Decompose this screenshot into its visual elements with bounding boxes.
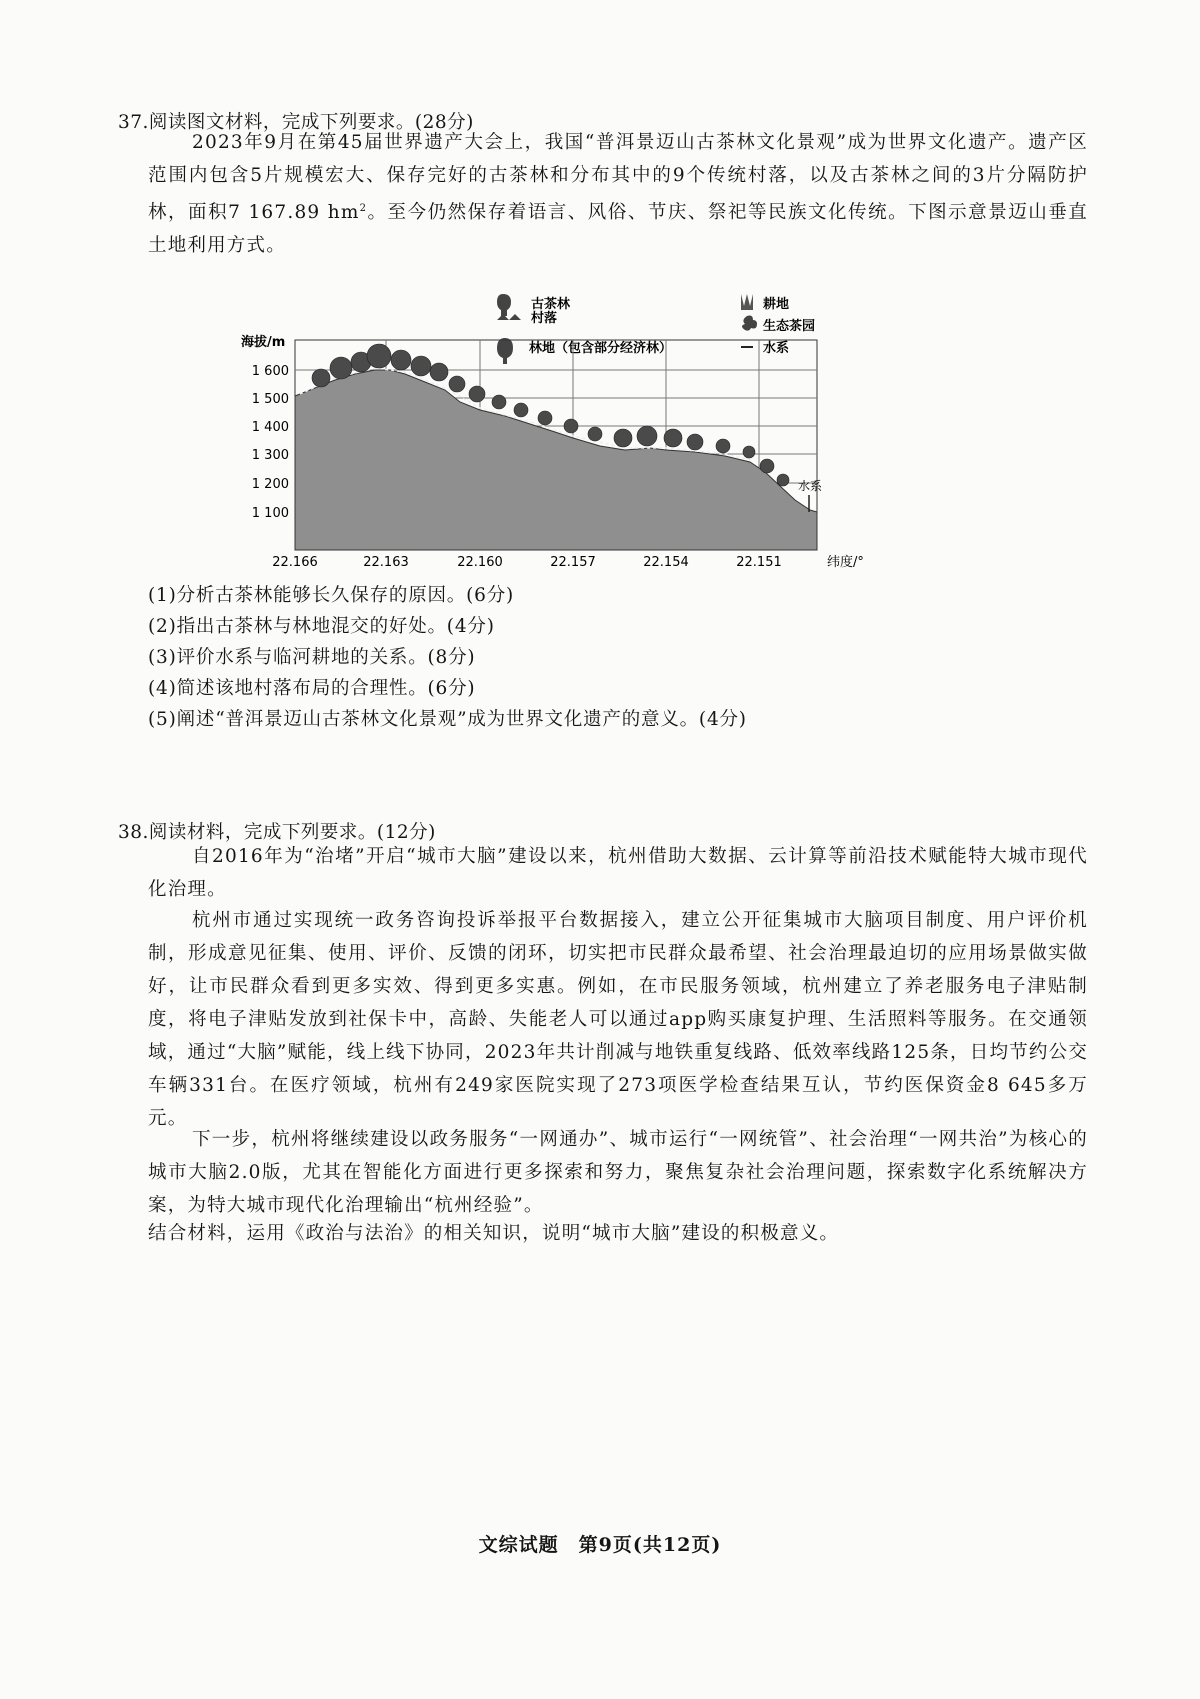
q37-sub-question: (3)评价水系与临河耕地的关系。(8分) [148, 647, 476, 668]
y-tick: 1 100 [251, 506, 289, 521]
q37-heading: 37.阅读图文材料，完成下列要求。(28分) [118, 112, 474, 133]
x-tick: 22.163 [363, 555, 409, 570]
legend-woodland [497, 338, 672, 364]
terrain-profile [295, 370, 817, 550]
svg-text:水系: 水系 [763, 341, 790, 356]
x-tick: 22.166 [272, 555, 318, 570]
y-tick: 1 400 [251, 420, 289, 435]
x-axis-title: 纬度/° [827, 555, 864, 570]
x-tick: 22.154 [643, 555, 689, 570]
water-label: 水系 [798, 479, 823, 493]
q37-material: 2023年9月在第45届世界遗产大会上，我国“普洱景迈山古茶林文化景观”成为世界文化遗产。遗产区范围内包含5片规模宏大、保存完好的古茶林和分布其中的9个传统村落，以及古茶林之间的3片分隔防护林，面积7 167.89 $hm^2$。至今仍然保存着语言、风俗、节庆、祭祀等民族文化传统。下图示意景迈山垂直土地利用方式。 [148, 132, 1088, 257]
q37-sub-question: (2)指出古茶林与林地混交的好处。(4分) [148, 616, 495, 637]
village-icon [497, 314, 521, 320]
page-footer: 文综试题 第9页(共12页) [478, 1534, 722, 1556]
svg-text:林地（包含部分经济林）: 林地（包含部分经济林） [529, 341, 673, 356]
q38-heading: 38.阅读材料，完成下列要求。(12分) [118, 822, 436, 843]
y-tick: 1 200 [251, 477, 289, 492]
y-tick: 1 300 [251, 448, 289, 463]
q38-paragraph-2: 杭州市通过实现统一政务咨询投诉举报平台数据接入，建立公开征集城市大脑项目制度、用户评价机制，形成意见征集、使用、评价、反馈的闭环，切实把市民群众最希望、社会治理最迫切的应用场景做实做好，让市民群众看到更多实效、得到更多实惠。例如，在市民服务领域，杭州建立了养老服务电子津贴制度，将电子津贴发放到社保卡中，高龄、失能老人可以通过app购买康复护理、生活照料等服务。在交通领域，通过“大脑”赋能，线上线下协同，2023年共计削减与地铁重复线路、低效率线路125条，日均节约公交车辆331台。在医疗领域，杭州有249家医院实现了273项医学检查结果互认，节约医保资金8 645多万元。 [148, 910, 1088, 1129]
x-tick: 22.160 [457, 555, 503, 570]
y-tick-labels [252, 364, 289, 521]
y-axis-title: 海拔/m [241, 335, 286, 350]
figure-legend [497, 294, 815, 364]
land-use-profile-figure [241, 290, 975, 620]
q37-sub-question: (1)分析古茶林能够长久保存的原因。(6分) [148, 585, 515, 606]
q38-paragraph-3: 下一步，杭州将继续建设以政务服务“一网通办”、城市运行“一网统管”、社会治理“一网共治”为核心的城市大脑2.0版，尤其在智能化方面进行更多探索和努力，聚焦复杂社会治理问题，探索数字化系统解决方案，为特大城市现代化治理输出“杭州经验”。 [148, 1129, 1088, 1216]
woodland-icon [497, 338, 513, 364]
farmland-icon [741, 294, 753, 310]
y-tick: 1 600 [251, 364, 289, 379]
svg-text:生态茶园: 生态茶园 [763, 319, 816, 334]
ancient-tea-forest-icon [497, 294, 511, 316]
svg-text:古茶林: 古茶林 [531, 297, 571, 312]
legend-eco-tea-garden [742, 316, 815, 335]
legend-farmland [741, 294, 789, 312]
land-use-profile-svg [241, 290, 975, 620]
svg-text:耕地: 耕地 [763, 297, 790, 312]
eco-tea-garden-icon [742, 316, 757, 331]
x-tick-labels [272, 555, 782, 570]
x-tick: 22.151 [736, 555, 782, 570]
q37-sub-question: (4)简述该地村落布局的合理性。(6分) [148, 678, 476, 699]
svg-text:村落: 村落 [531, 311, 558, 326]
q37-sub-question: (5)阐述“普洱景迈山古茶林文化景观”成为世界文化遗产的意义。(4分) [148, 709, 747, 730]
q38-paragraph-1: 自2016年为“治堵”开启“城市大脑”建设以来，杭州借助大数据、云计算等前沿技术赋能特大城市现代化治理。 [148, 846, 1088, 900]
legend-water-system [741, 340, 789, 356]
x-tick: 22.157 [550, 555, 596, 570]
q38-task: 结合材料，运用《政治与法治》的相关知识，说明“城市大脑”建设的积极意义。 [148, 1223, 840, 1244]
y-tick: 1 500 [251, 392, 289, 407]
